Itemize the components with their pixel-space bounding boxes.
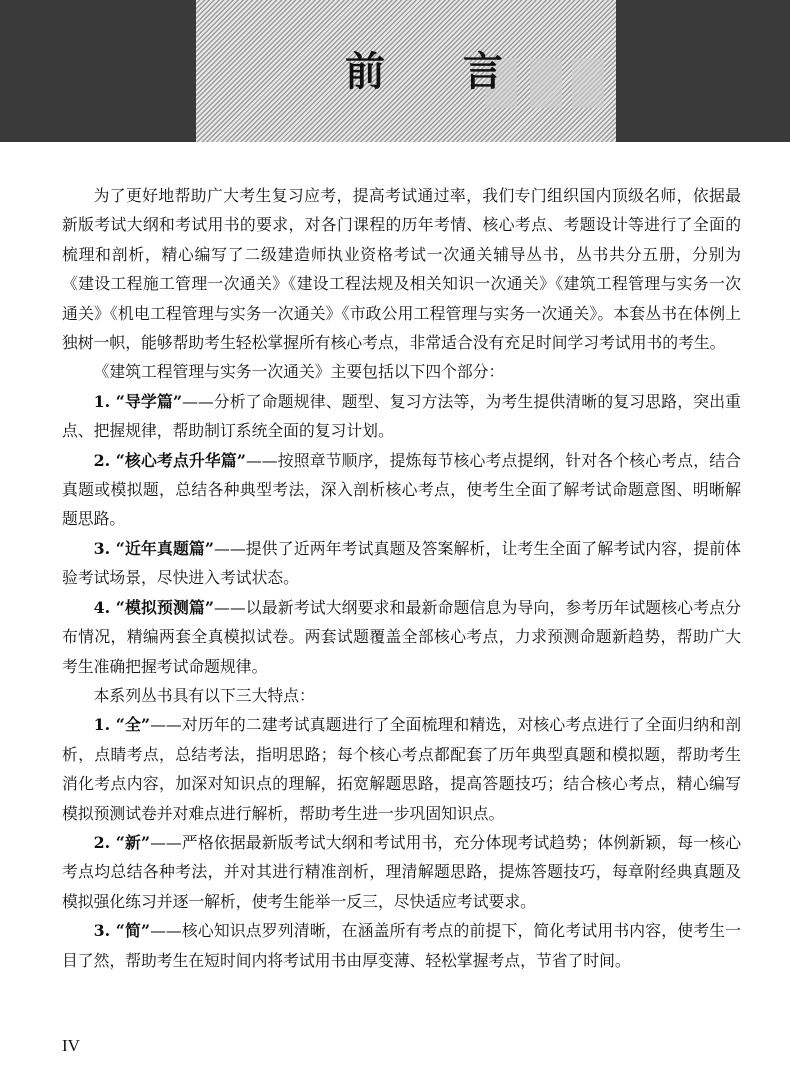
- paragraph: 本系列丛书具有以下三大特点：: [93, 685, 315, 705]
- paragraph: 2. “新”——严格依据最新版考试大纲和考试用书，充分体现考试趋势；体例新颖，每一核心考点均总结各种考法，并对其进行精准剖析，理清解题思路，提炼答题技巧，每章附经典真题及模拟强化练习并逐一解析，使考生能举一反三，尽快适应考试要求。: [62, 832, 741, 911]
- paragraph: 《建筑工程管理与实务一次通关》主要包括以下四个部分：: [93, 362, 505, 382]
- banner-ghost-glyph: [572, 58, 604, 108]
- paragraph: 4. “模拟预测篇”——以最新考试大纲要求和最新命题信息为导向，参考历年试题核心考点分布情况，精编两套全真模拟试卷。两套试题覆盖全部核心考点，力求预测命题新趋势，帮助广大考生准确把握考试命题规律。: [62, 597, 741, 676]
- section-lead: 2. “核心考点升华篇”: [93, 450, 246, 470]
- section-lead: 3. “近年真题篇”: [93, 538, 215, 558]
- section-lead: 3. “简”: [93, 921, 151, 941]
- section-lead: 1. “全”: [93, 715, 151, 735]
- paragraph: 3. “近年真题篇”——提供了近两年考试真题及答案解析，让考生全面了解考试内容，提前体验考试场景，尽快进入考试状态。: [62, 538, 741, 588]
- paragraph: 为了更好地帮助广大考生复习应考，提高考试通过率，我们专门组织国内顶级名师，依据最新版考试大纲和考试用书的要求，对各门课程的历年考情、核心考点、考题设计等进行了全面的梳理和剖析，精心编写了二级建造师执业资格考试一次通关辅导丛书，丛书共分五册，分别为《建设工程施工管理一次通关》《建设工程法规及相关知识一次通关》《建筑工程管理与实务一次通关》《机电工程管理与实务一次通关》《市政公用工程管理与实务一次通关》。本套丛书在体例上独树一帜，能够帮助考生轻松掌握所有核心考点，非常适合没有充足时间学习考试用书的考生。: [62, 186, 741, 353]
- page-title: 前 言: [345, 48, 535, 95]
- paragraph: 3. “简”——核心知识点罗列清晰，在涵盖所有考点的前提下，简化考试用书内容，使考生一目了然，帮助考生在短时间内将考试用书由厚变薄、轻松掌握考点，节省了时间。: [62, 921, 741, 970]
- page-number: IV: [62, 1036, 80, 1055]
- section-lead: 1. “导学篇”: [93, 391, 183, 411]
- section-lead: 4. “模拟预测篇”: [93, 597, 215, 617]
- section-lead: 2. “新”: [93, 832, 151, 852]
- paragraph: 2. “核心考点升华篇”——按照章节顺序，提炼每节核心考点提纲，针对各个核心考点，结合真题或模拟题，总结各种典型考法，深入剖析核心考点，使考生全面了解考试命题意图、明晰解题思路。: [62, 450, 741, 529]
- paragraph: 1. “全”——对历年的二建考试真题进行了全面梳理和精选，对核心考点进行了全面归纳和剖析，点睛考点，总结考法，指明思路；每个核心考点都配套了历年典型真题和模拟题，帮助考生消化考点内容，加深对知识点的理解，拓宽解题思路，提高答题技巧；结合核心考点，精心编写模拟预测试卷并对难点进行解析，帮助考生进一步巩固知识点。: [62, 715, 741, 823]
- preface-body: [62, 181, 741, 975]
- paragraph: 1. “导学篇”——分析了命题规律、题型、复习方法等，为考生提供清晰的复习思路，突出重点、把握规律，帮助制订系统全面的复习计划。: [62, 391, 741, 441]
- header-banner: [0, 0, 790, 142]
